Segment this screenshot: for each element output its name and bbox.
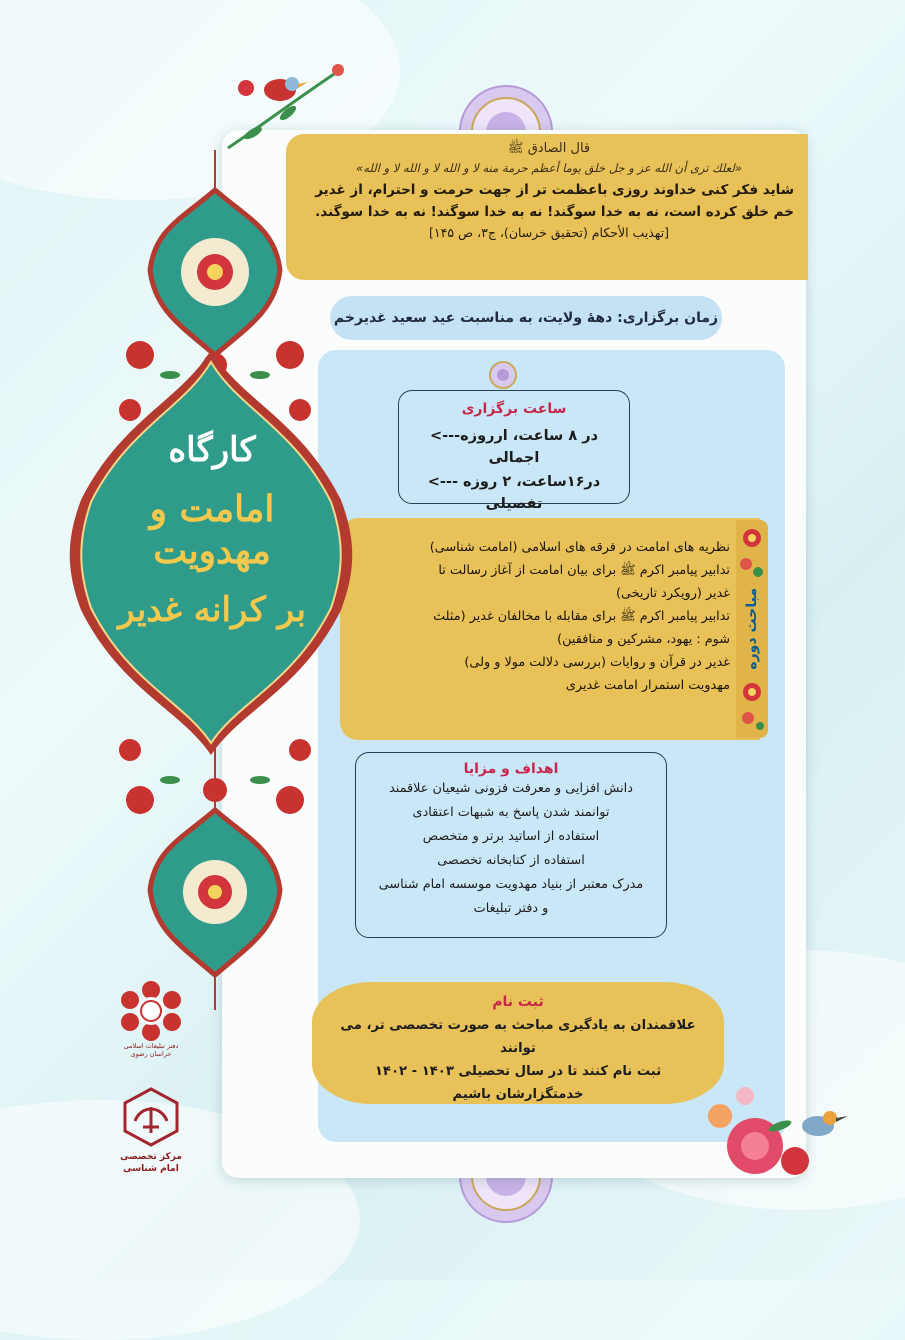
quote-arabic: «لعلك ترى أن الله عز و جل خلق يوما أعظم حرمة منه لا و الله لا و الله لا و الله» — [356, 161, 742, 175]
goal-item: توانمند شدن پاسخ به شبهات اعتقادی — [412, 805, 610, 820]
quote-speaker: قال الصادق ﷺ — [507, 141, 591, 156]
registration-line-1: علاقمندان به یادگیری مباحث به صورت تخصصی تر، می توانند — [340, 1018, 696, 1056]
hours-line-2: در۱۶ساعت، ۲ روزه ---> تفصیلی — [427, 474, 601, 512]
bird-flower-decoration — [218, 58, 358, 158]
imam-shenasi-logo — [113, 1085, 189, 1185]
bottom-flower-decoration — [700, 1076, 860, 1186]
title-line-1: کارگاه — [168, 430, 256, 470]
registration-box — [312, 982, 724, 1104]
imam-shenasi-caption-1: مرکز تخصصی — [120, 1152, 182, 1162]
top-mandala-ornament — [458, 68, 554, 132]
tablighat-logo-caption: دفتر تبلیغات اسلامی خراسان رضوی — [123, 1042, 179, 1058]
topic-item: تدابیر پیامبر اکرم ﷺ برای مقابله با مخالفان غدیر (مثلث — [433, 609, 730, 624]
calligraphy-logo-icon — [113, 1085, 189, 1149]
topic-item: مهدویت استمرار امامت غدیری — [565, 678, 730, 693]
goal-item: استفاده از اساتید برتر و متخصص — [422, 829, 600, 844]
goal-item: دانش افزایی و معرفت فزونی شیعیان علاقمند — [389, 781, 633, 796]
topics-tab-label: مباحث دوره — [744, 588, 760, 670]
topics-box — [340, 518, 760, 740]
topic-item: غدیر در قرآن و روایات (بررسی دلالت مولا و ولی) — [464, 655, 730, 670]
panel-mandala-ornament — [488, 360, 518, 390]
imam-shenasi-caption-2: امام شناسی — [123, 1164, 179, 1174]
title-line-2: امامت و مهدویت — [149, 488, 275, 572]
topic-item: شوم : یهود، مشرکین و منافقین) — [557, 632, 730, 647]
quote-reference: [تهذیب الأحکام (تحقیق خرسان)، ج۳، ص ۱۴۵] — [429, 225, 669, 240]
schedule-text: زمان برگزاری: دههٔ ولایت، به مناسبت عید سعید غدیرخم — [333, 310, 719, 326]
quote-persian: شاید فکر کنی خداوند روزی باعظمت تر از جهت حرمت و احترام، از غدیر خم خلق کرده است، نه به خدا سوگند! نه به خدا سوگند! نه به خدا سوگند. — [315, 182, 794, 220]
workshop-title — [96, 430, 328, 630]
hours-box — [398, 390, 630, 512]
flower-accent-icon — [736, 672, 768, 736]
bottom-mandala-ornament — [458, 1176, 554, 1236]
tablighat-logo — [113, 980, 189, 1070]
goal-item: استفاده از کتابخانه تخصصی — [437, 853, 585, 868]
registration-line-2: ثبت نام کنند تا در سال تحصیلی ۱۴۰۳ - ۱۴۰۲ — [374, 1064, 662, 1079]
topic-item: غدیر (رویکرد تاریخی) — [615, 586, 730, 601]
hours-line-1: در ۸ ساعت، ارروزه---> اجمالی — [429, 428, 599, 466]
title-line-3: بر کرانه غدیر — [118, 590, 306, 630]
topic-item: تدابیر پیامبر اکرم ﷺ برای بیان امامت از آغاز رسالت تا — [438, 563, 730, 578]
registration-heading: ثبت نام — [492, 994, 544, 1010]
goal-item: و دفتر تبلیغات — [473, 901, 549, 916]
goal-item: مدرک معتبر از بنیاد مهدویت موسسه امام شناسی — [378, 877, 644, 892]
schedule-pill — [330, 296, 722, 340]
topic-item: نظریه های امامت در فرقه های اسلامی (امامت شناسی) — [429, 540, 730, 555]
hadith-quote-box — [286, 134, 808, 280]
flower-logo-icon — [113, 980, 189, 1042]
registration-line-3: خدمتگزارشان باشیم — [452, 1087, 584, 1102]
goals-box — [355, 752, 667, 938]
flower-accent-icon — [736, 524, 768, 584]
hours-heading: ساعت برگزاری — [461, 401, 567, 417]
goals-heading: اهداف و مزایا — [463, 761, 559, 777]
